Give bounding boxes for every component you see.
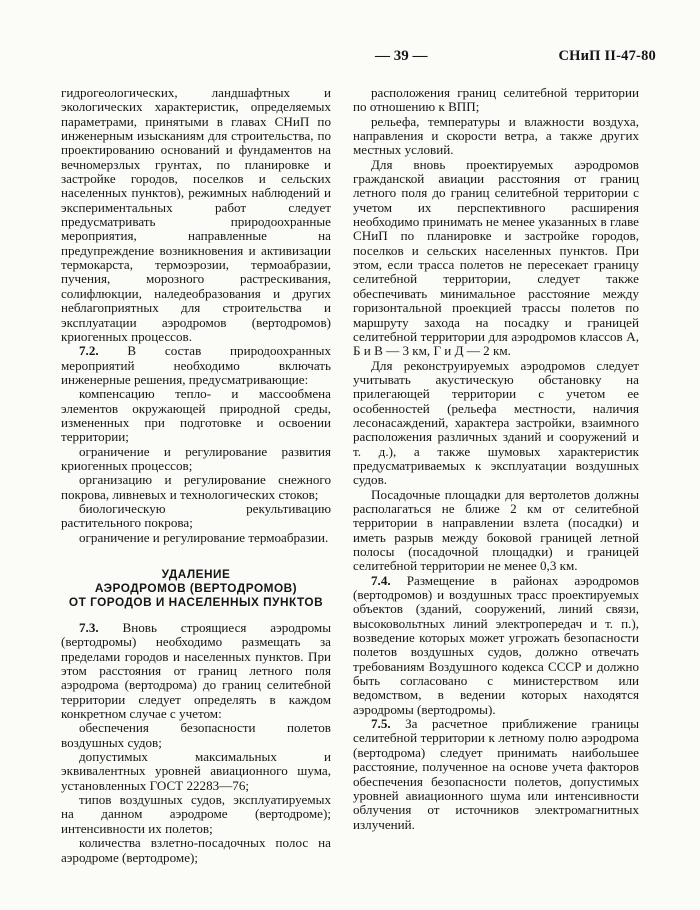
- paragraph: [353, 86, 639, 115]
- section-title-line: УДАЛЕНИЕ: [161, 567, 231, 581]
- clause-number: 7.5.: [371, 716, 391, 732]
- paragraph-text: Вновь строящиеся аэродромы (вертодромы) необходимо размещать за пределами городов и населенных пунктов. При этом расстояния от границ летного поля аэродрома (вертодрома) до границ селитебной территории следует определять в каждом конкретном случае с учетом:: [61, 620, 331, 722]
- paragraph-text: компенсацию тепло- и массообмена элементов окружающей природной среды, измененных при подготовке и освоении территории;: [61, 386, 331, 445]
- section-title-line: АЭРОДРОМОВ (ВЕРТОДРОМОВ): [94, 581, 298, 595]
- page-header: [60, 48, 656, 72]
- paragraph: [353, 488, 639, 574]
- paragraph: [353, 574, 639, 717]
- paragraph: [61, 836, 331, 865]
- paragraph: [61, 721, 331, 750]
- paragraph: [61, 387, 331, 444]
- paragraph-text: рельефа, температуры и влажности воздуха, направления и скорости ветра, а также других местных условий.: [353, 113, 639, 158]
- paragraph-text: типов воздушных судов, эксплуатируемых на данном аэродроме (вертодроме); интенсивности их полетов;: [61, 792, 331, 836]
- paragraph: [61, 531, 331, 545]
- paragraph: [353, 115, 639, 158]
- left-column: [61, 86, 331, 865]
- clause-number: 7.3.: [79, 620, 99, 635]
- paragraph-text: ограничение и регулирование развития криогенных процессов;: [61, 443, 331, 473]
- paragraph: [61, 621, 331, 721]
- paragraph-text: обеспечения безопасности полетов воздушных судов;: [61, 720, 331, 750]
- right-column: [353, 86, 639, 832]
- paragraph: [61, 473, 331, 502]
- page-number: — 39 —: [375, 48, 428, 64]
- paragraph-text: биологическую рекультивацию растительного покрова;: [61, 500, 331, 531]
- paragraph-text: За расчетное приближение границы селитебной территории к летному полю аэродрома (вертодрома) следует принимать наибольшее расстояние, полученное на основе учета факторов обеспечения безопасности полетов, допустимых уровней авиационного шума или интенсивности облучения от источников электромагнитных излучений.: [353, 716, 639, 832]
- paragraph: [61, 502, 331, 531]
- paragraph-text: Для реконструируемых аэродромов следует учитывать акустическую обстановку на прилегающей территории с учетом ее особенностей (рельефа местности, наличия лесонасаждений, характера застройки, взаимного расположения различных зданий и сооружений и т. д.), а также шумовых характеристик предусматриваемых к эксплуатации воздушных судов.: [353, 357, 639, 488]
- paragraph-text: Размещение в районах аэродромов (вертодромов) и воздушных трасс проектируемых объектов (зданий, сооружений, линий связи, высоковольтных линий электропередач и т. п.), возведение которых может угрожать безопасности полетов воздушных судов, должно отвечать требованиям Воздушного кодекса СССР и должно быть согласовано с министерством или ведомством, в ведении которых находятся аэродромы (вертодромы).: [353, 572, 639, 717]
- section-title: [61, 567, 331, 609]
- paragraph: [353, 158, 639, 359]
- paragraph: [61, 86, 331, 344]
- paragraph-text: допустимых максимальных и эквивалентных уровней авиационного шума, установленных ГОСТ 22283—76;: [61, 749, 331, 793]
- document-code: СНиП II-47-80: [558, 48, 656, 64]
- paragraph-text: количества взлетно-посадочных полос на аэродроме (вертодроме);: [61, 835, 331, 865]
- paragraph-text: расположения границ селитебной территории по отношению к ВПП;: [353, 85, 639, 115]
- paragraph-text: Посадочные площадки для вертолетов должны располагаться не ближе 2 км от селитебной территории в направлении взлета (посадки) и иметь разрыв между боковой границей летной полосы (посадочной площадки) и границей селитебной территории не менее 0,3 км.: [353, 486, 639, 574]
- paragraph-text: Для вновь проектируемых аэродромов гражданской авиации расстояния от границ летного поля до границ селитебной территории с учетом их перспективного расширения необходимо принимать не менее указанных в главе СНиП по планировке и застройке городов, поселков и сельских населенных пунктов. При этом, если трасса полетов не пересекает границу селитебной территории, следует также обеспечивать минимальное расстояние между горизонтальной проекцией трассы полетов по маршруту захода на посадку и границей селитебной территории для аэродромов классов А, Б и В — 3 км, Г и Д — 2 км.: [353, 156, 639, 359]
- paragraph: [61, 793, 331, 836]
- paragraph: [61, 750, 331, 793]
- paragraph-text: организацию и регулирование снежного покрова, ливневых и технологических стоков;: [61, 472, 331, 502]
- clause-number: 7.2.: [79, 343, 99, 359]
- paragraph-text: В состав природоохранных мероприятий необходимо включать инженерные решения, предусматривающие:: [61, 343, 331, 387]
- paragraph-text: гидрогеологических, ландшафтных и экологических характеристик, определяемых параметрами, принятыми в главах СНиП по инженерным изысканиям для строительства, по проектированию оснований и фундаментов на вечномерзлых грунтах, по планировке и застройке городов, поселков и сельских населенных пунктов), режимных наблюдений и экспериментальных работ следует предусматривать природоохранные мероприятия, направленные на предупреждение возникновения и активизации термокарста, термоэрозии, термоабразии, пучения, морозного растрескивания, солифлюкции, наледеобразования и других неблагоприятных для строительства и эксплуатации аэродромов (вертодромов) криогенных процессов.: [61, 85, 331, 344]
- clause-number: 7.4.: [371, 572, 391, 588]
- paragraph: [61, 445, 331, 474]
- paragraph-text: ограничение и регулирование термоабразии.: [79, 529, 329, 545]
- paragraph: [353, 359, 639, 488]
- paragraph: [61, 344, 331, 387]
- paragraph: [353, 717, 639, 832]
- section-title-line: ОТ ГОРОДОВ И НАСЕЛЕННЫХ ПУНКТОВ: [68, 595, 324, 609]
